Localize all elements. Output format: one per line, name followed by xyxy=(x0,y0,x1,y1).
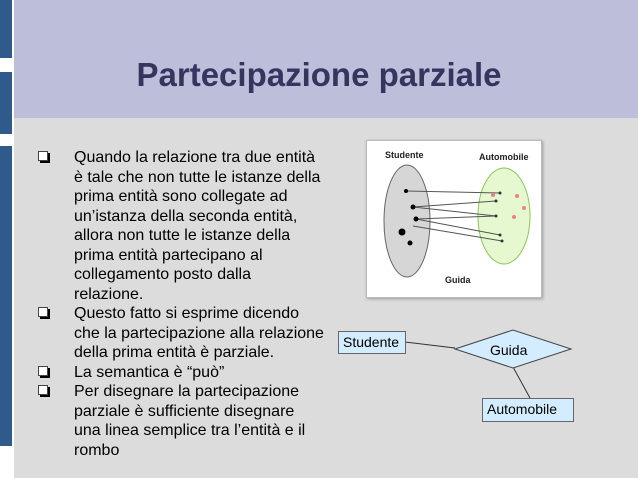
bullet-text: Per disegnare la partecipazione parziale è sufficiente disegnare una linea semplice tra l’entità e il rombo xyxy=(74,383,306,459)
participation-line xyxy=(513,367,530,398)
venn-right-label: Automobile xyxy=(479,152,529,162)
venn-left-label: Studente xyxy=(385,150,424,160)
slide-title: Partecipazione parziale xyxy=(136,56,502,93)
entity-label: Studente xyxy=(343,334,400,350)
venn-relation-label: Guida xyxy=(445,275,471,285)
relationship-label: Guida xyxy=(490,342,528,358)
bullet-text: Questo fatto si esprime dicendo che la partecipazione alla relazione della prima entità è parziale. xyxy=(74,305,324,361)
participation-line xyxy=(405,342,455,348)
bullet-text: Quando la relazione tra due entità è tale che non tutte le istanze della prima entità sono collegate ad un’istanza della seconda entità, allora non tutte le istanze della prima entità partecipano al collegamento posto dalla relazione. xyxy=(74,149,321,303)
bullet-text: La semantica è “può” xyxy=(74,363,225,381)
entity-automobile xyxy=(482,398,574,422)
entity-studente xyxy=(338,331,406,354)
entity-label: Automobile xyxy=(487,401,558,417)
